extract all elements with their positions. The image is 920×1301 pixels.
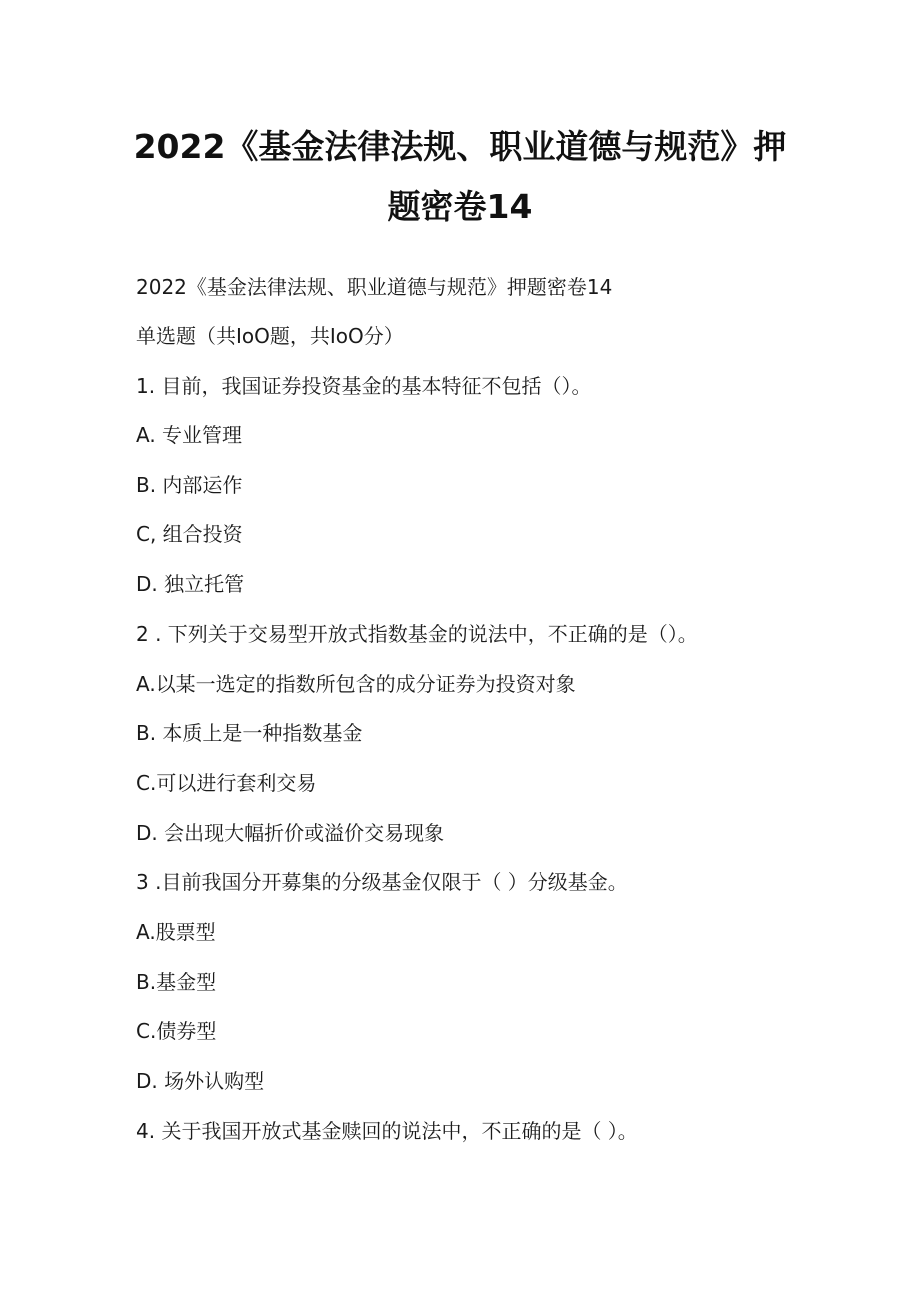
- question-2-option-d: D. 会出现大幅折价或溢价交易现象: [136, 821, 445, 845]
- question-3-option-a: A.股票型: [136, 920, 216, 944]
- question-3-stem: 3 .目前我国分开募集的分级基金仅限于（ ）分级基金。: [136, 870, 628, 894]
- question-1-option-b: B. 内部运作: [136, 473, 243, 497]
- question-3-option-c: C.债券型: [136, 1019, 217, 1043]
- section-heading: 单选题（共IoO题，共IoO分）: [136, 324, 404, 348]
- question-4-stem: 4. 关于我国开放式基金赎回的说法中，不正确的是（ ）。: [136, 1119, 638, 1143]
- question-2-stem: 2 . 下列关于交易型开放式指数基金的说法中，不正确的是（）。: [136, 622, 698, 646]
- question-2-option-a: A.以某一选定的指数所包含的成分证券为投资对象: [136, 672, 576, 696]
- document-title-line-1: 2022《基金法律法规、职业道德与规范》押: [133, 127, 787, 166]
- question-3-option-b: B.基金型: [136, 970, 217, 994]
- document-title-line-2: 题密卷14: [387, 187, 533, 226]
- document-subtitle: 2022《基金法律法规、职业道德与规范》押题密卷14: [136, 275, 613, 299]
- question-2-option-c: C.可以进行套利交易: [136, 771, 317, 795]
- question-3-option-d: D. 场外认购型: [136, 1069, 265, 1093]
- question-1-option-a: A. 专业管理: [136, 423, 243, 447]
- question-1-option-c: C, 组合投资: [136, 522, 243, 546]
- question-2-option-b: B. 本质上是一种指数基金: [136, 721, 363, 745]
- question-1-option-d: D. 独立托管: [136, 572, 245, 596]
- question-1-stem: 1. 目前，我国证券投资基金的基本特征不包括（）。: [136, 374, 592, 398]
